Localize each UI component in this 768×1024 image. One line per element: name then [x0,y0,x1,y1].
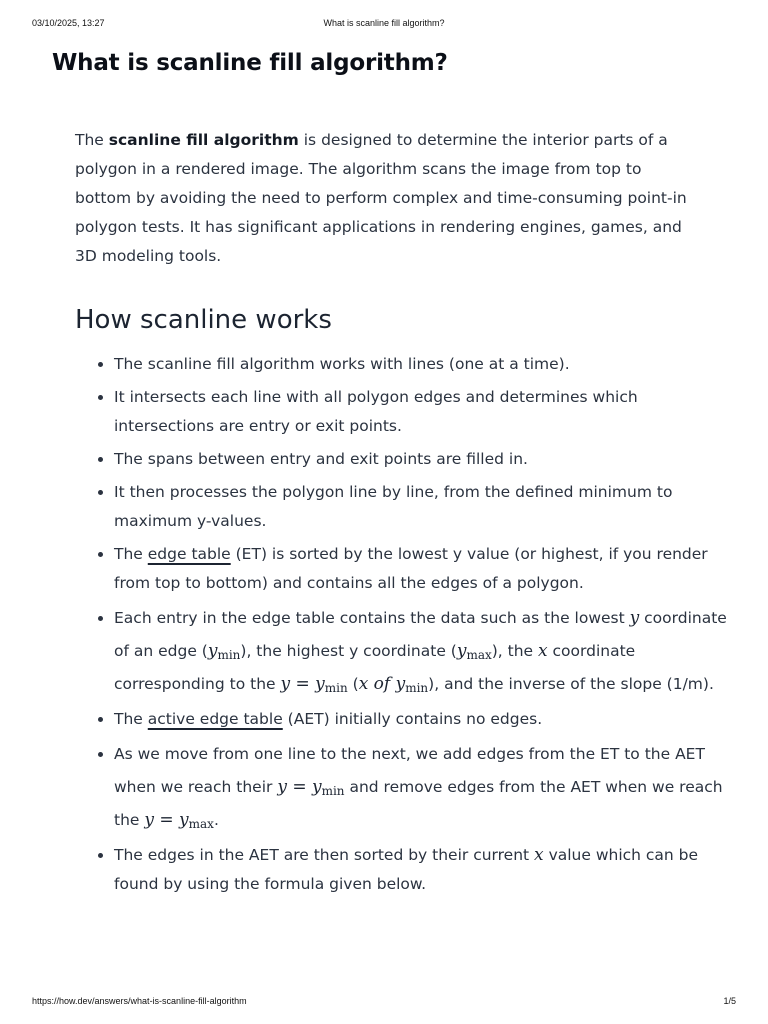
list-item [114,540,734,598]
bullet-text: Each entry in the edge table contains the data such as the lowest [114,609,630,627]
intro-paragraph [75,126,699,271]
math-subscript: max [466,648,492,662]
print-header [32,18,736,30]
math-var: y [207,641,218,661]
bullet-text: As we move from one line to the next, we add edges from the ET to the AET when we reach their [114,745,705,796]
bullet-text: ( [347,675,359,693]
bullet-text: (ET) is sorted by the lowest y value (or highest, if you render from top to bottom) and contains all the edges of a polygon. [114,545,708,592]
bullet-text: and remove edges from the AET when we reach the [114,778,723,829]
math-var: y [456,641,467,661]
list-item [114,383,734,441]
math-eq: y = y [277,777,322,797]
bullet-text: The [114,710,148,728]
math-equation [144,810,214,830]
active-edge-table-link[interactable]: active edge table [147,710,283,728]
steps-list [75,350,734,903]
math-x: x [538,641,548,661]
intro-rest: is designed to determine the interior parts of a polygon in a rendered image. The algorithm scans the image from top to bottom by avoiding the need to perform complex and time-consuming point-in polygon tests. It has significant applications in rendering engines, games, and 3D modeling tools. [75,131,687,265]
math-expr: x of y [358,674,406,694]
math-subscript: min [405,681,429,695]
section-title: How scanline works [75,305,332,335]
math-subscript: max [188,817,214,831]
math-x-of-y [359,674,428,694]
bullet-text: . [213,811,219,829]
bullet-text: coordinate corresponding to the [114,642,636,693]
page-number: 1/5 [723,996,736,1006]
list-item [114,738,734,837]
print-date: 03/10/2025, 13:27 [32,18,105,28]
bullet-text: ), the [491,642,539,660]
math-eq: y = y [280,674,325,694]
bullet-text: The [114,545,148,563]
math-y: y [629,608,640,628]
bullet-text: The spans between entry and exit points are filled in. [114,450,528,468]
math-x: x [534,845,544,865]
list-item [114,445,734,474]
bullet-text: The edges in the AET are then sorted by their current [114,846,535,864]
bullet-text: coordinate of an edge ( [114,609,727,660]
page-title: What is scanline fill algorithm? [52,50,448,76]
math-eq: y = y [144,810,189,830]
bullet-text: ), and the inverse of the slope (1/m). [428,675,714,693]
edge-table-link[interactable]: edge table [147,545,231,563]
math-y-min [208,641,241,661]
list-item [114,478,734,536]
print-page-title: What is scanline fill algorithm? [323,18,445,28]
math-subscript: min [217,648,241,662]
bullet-text: The scanline fill algorithm works with lines (one at a time). [114,355,570,373]
math-equation [277,777,344,797]
bullet-text: ), the highest y coordinate ( [240,642,457,660]
math-y-max [457,641,492,661]
bullet-text: value which can be found by using the formula given below. [114,846,699,893]
bullet-text: It intersects each line with all polygon edges and determines which intersections are entry or exit points. [114,388,638,435]
math-equation [280,674,347,694]
intro-prefix: The [75,131,109,149]
list-item [114,841,734,899]
bullet-text: It then processes the polygon line by line, from the defined minimum to maximum y-values. [114,483,673,530]
page-url: https://how.dev/answers/what-is-scanline-fill-algorithm [32,996,247,1006]
list-item [114,705,734,734]
bullet-text: (AET) initially contains no edges. [282,710,543,728]
list-item [114,602,734,701]
math-subscript: min [321,784,345,798]
math-subscript: min [324,681,348,695]
list-item [114,350,734,379]
print-footer [32,996,736,1008]
intro-bold-term: scanline fill algorithm [108,131,299,149]
